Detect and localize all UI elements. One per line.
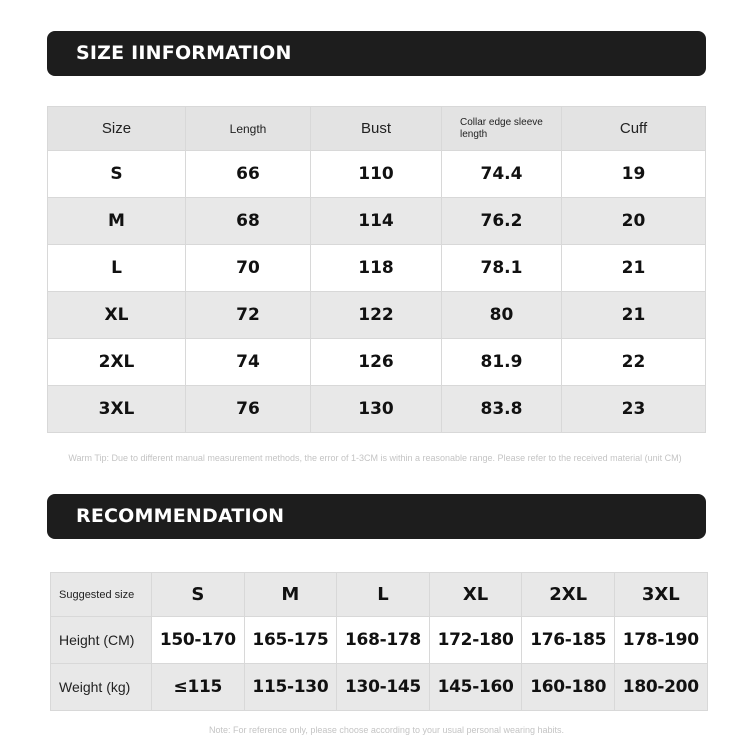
size-cell: 2XL [48, 339, 186, 386]
weight-label: Weight (kg) [51, 664, 152, 711]
suggested-size-label: Suggested size [51, 573, 152, 617]
recommendation-title: RECOMMENDATION [76, 505, 285, 527]
bust-cell: 114 [311, 198, 442, 245]
height-cell: 168-178 [337, 617, 430, 664]
size-header-cell: 2XL [522, 573, 615, 617]
recommendation-banner [47, 494, 706, 539]
bust-cell: 118 [311, 245, 442, 292]
header-bust: Bust [311, 107, 442, 151]
cuff-cell: 19 [562, 151, 706, 198]
size-cell: S [48, 151, 186, 198]
weight-cell: 145-160 [429, 664, 522, 711]
size-cell: L [48, 245, 186, 292]
height-label: Height (CM) [51, 617, 152, 664]
table-row [48, 386, 706, 433]
size-header-cell: S [152, 573, 245, 617]
weight-row [51, 664, 708, 711]
height-cell: 165-175 [244, 617, 337, 664]
sleeve-length-cell: 83.8 [442, 386, 562, 433]
length-cell: 74 [186, 339, 311, 386]
warm-tip-text: Warm Tip: Due to different manual measurement methods, the error of 1-3CM is within a reasonable range. Please refer to the received material (unit CM) [68, 453, 682, 463]
size-header-cell: XL [429, 573, 522, 617]
sleeve-length-cell: 80 [442, 292, 562, 339]
header-collar-edge-sleeve-length: Collar edge sleeve length [442, 107, 562, 151]
bust-cell: 126 [311, 339, 442, 386]
suggested-size-row [51, 573, 708, 617]
cuff-cell: 21 [562, 245, 706, 292]
sleeve-length-cell: 78.1 [442, 245, 562, 292]
weight-cell: 115-130 [244, 664, 337, 711]
size-information-title: SIZE IINFORMATION [76, 42, 292, 64]
size-information-banner [47, 31, 706, 76]
weight-cell: ≤115 [152, 664, 245, 711]
table-row [48, 245, 706, 292]
length-cell: 68 [186, 198, 311, 245]
header-size: Size [48, 107, 186, 151]
height-cell: 178-190 [614, 617, 707, 664]
size-information-table [47, 106, 706, 433]
table-row [48, 151, 706, 198]
cuff-cell: 20 [562, 198, 706, 245]
size-cell: 3XL [48, 386, 186, 433]
length-cell: 76 [186, 386, 311, 433]
length-cell: 72 [186, 292, 311, 339]
bust-cell: 122 [311, 292, 442, 339]
weight-cell: 180-200 [614, 664, 707, 711]
size-header-cell: 3XL [614, 573, 707, 617]
header-cuff: Cuff [562, 107, 706, 151]
size-cell: M [48, 198, 186, 245]
reference-note: Note: For reference only, please choose according to your usual personal wearing habits. [209, 725, 565, 735]
size-cell: XL [48, 292, 186, 339]
cuff-cell: 21 [562, 292, 706, 339]
weight-cell: 130-145 [337, 664, 430, 711]
recommendation-table [50, 572, 708, 711]
weight-cell: 160-180 [522, 664, 615, 711]
height-cell: 172-180 [429, 617, 522, 664]
table-row [48, 198, 706, 245]
bust-cell: 110 [311, 151, 442, 198]
size-header-cell: L [337, 573, 430, 617]
header-length: Length [186, 107, 311, 151]
height-row [51, 617, 708, 664]
sleeve-length-cell: 74.4 [442, 151, 562, 198]
size-header-cell: M [244, 573, 337, 617]
cuff-cell: 23 [562, 386, 706, 433]
length-cell: 70 [186, 245, 311, 292]
table-row [48, 339, 706, 386]
size-table-header [48, 107, 706, 151]
sleeve-length-cell: 81.9 [442, 339, 562, 386]
length-cell: 66 [186, 151, 311, 198]
sleeve-length-cell: 76.2 [442, 198, 562, 245]
height-cell: 150-170 [152, 617, 245, 664]
height-cell: 176-185 [522, 617, 615, 664]
cuff-cell: 22 [562, 339, 706, 386]
bust-cell: 130 [311, 386, 442, 433]
table-row [48, 292, 706, 339]
